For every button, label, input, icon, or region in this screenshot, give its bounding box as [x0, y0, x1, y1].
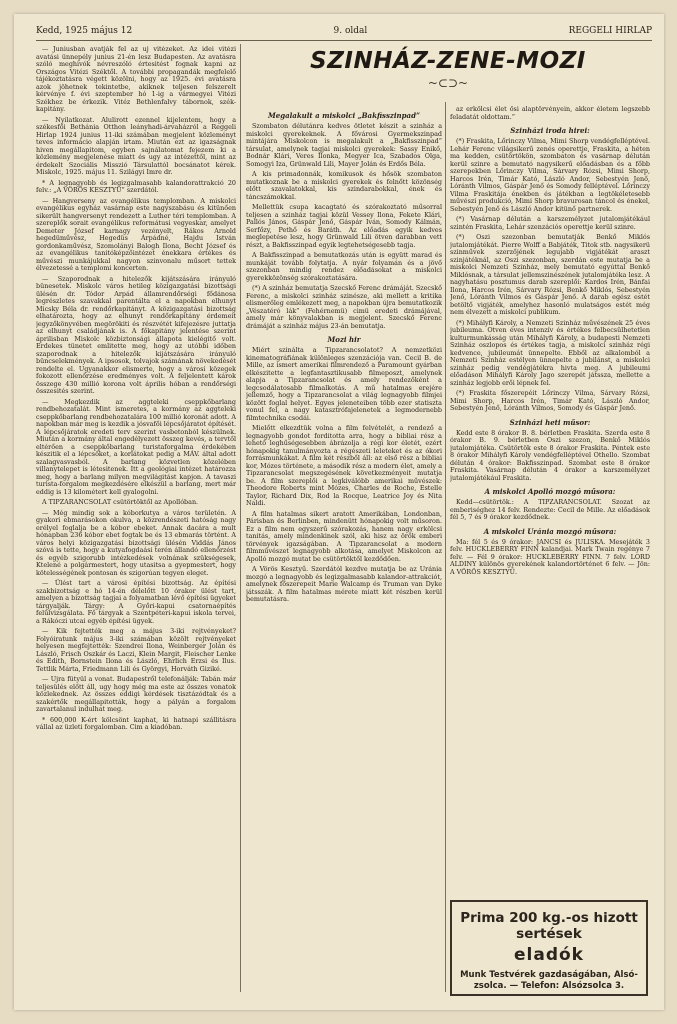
paper-name: REGGELI HIRLAP [568, 26, 652, 36]
column-3 [450, 106, 650, 892]
article-heading: Mozi hir [327, 335, 361, 344]
article-heading: Szinházi iroda hirei: [510, 126, 590, 135]
article-paragraph: (*) A szinház bemutatja Szecskő Ferenc drámáját. Szecskő Ferenc, a miskolci szinház szinésze, aki mellett a kritika elismerőleg emlékezett meg, a napokban újra bemutatkozik „Vészatéró lák” (Fehérnemü) cimü eredeti drámájával, amely már könyvalakban is megjelent. Szecskő Ferenc drámáját a szinház május 23-án bemutatja. [246, 284, 442, 330]
column-2 [246, 106, 442, 992]
article-paragraph: A film hatalmas sikert aratott Amerikában, Londonban, Párisban és Berlinben, mindenütt hónapokig volt műsoron. Ez a film nem egyszerű szórakozás, hanem nagy erkölcsi tanitás, amely mindenkinek szól, aki hisz az örök emberi törvények igazságában. A Tipzarancsolat a modern filmművészet legnagyobb alkotása, amelyet Miskolcon az Apolló mozgó mutat be csütörtöktől kezdődően. [246, 509, 442, 563]
article-heading: Megalakult a miskolci „Bakfisszinpad” [268, 111, 420, 120]
article-heading: Szinházi heti műsor: [509, 417, 591, 427]
newspaper-page [14, 14, 664, 1010]
article-paragraph: * 600,000 K-ért kölcsönt kaphat, ki hatnapi szállitásra vállal az üzleti forgalomban. Cim a kiadóban. [36, 715, 236, 731]
article-paragraph: * A legnagyobb és legizgalmasabb kalandorattrakció 20 felv.: „A VÖRÖS KESZTYŰ” szerdától. [36, 178, 236, 194]
article-paragraph: — Hangverseny az evangélikus templomban. A miskolci evangélikus egyház vasárnap este nagyszabásu és kitünően sikerült hangversenyt rendezett a Luther téri templomban. A szereplők sorait evangélikus reformátusi vegyeskar, amelyet Demeter József karnagy vezényelt, Rákos Arnold hegedüművész, Hegedüs Árpádné, Hajdu István gordonkaművész, Szomolányi Balogh Ilona, Becht József és az evangélikus tanitóképzőintézet énekkara értékes és művészi munkájukkal nagyon szinvonalu műsort tettek élvezetessé a templomi koncerten. [36, 196, 236, 272]
article-paragraph: — Juniusban avatják fel az uj vitézeket. Az idei vitézi avatási ünnepély junius 21-én lesz Budapesten. Az avatásra szóló meghivók névreszóló értesitést fognak kapni az Országos Vitézi Széktől. A további propagandák megfelelő tájékoztatásra végett közölni, hogy az 1925. évi avatásra azok jöhetnek tekintetbe, akiknek teljesen felszerelt kérvénye f. évi szeptember hó 1-ig a vármegyei Vitézi Székhez be érkezik. Vitéz Bethlenfalvy tábornok, szék-kapitány. [36, 46, 236, 113]
article-paragraph: (*) Mihályfi Károly, a Nemzeti Szinház művészének 25 éves jubileuma. Otven éves intenzív és értékes felbecsülhetetlen kulturmunkásság után Mihályfi Károly, a budapesti Nemzeti Szinház oszlopos és értékes tagja, a miskolci szinház régi kedvence, jubileumát ünnepelte. Ebből az alkalomból a Nemzeti Szinház estélyen ünnepelte a jubilánst, a miskolci szinház pedig vendégjátékra hivta meg. A jubileumi előadáson Mihályfi Károly Jago szerepét játssza, mellette a szinház legjobb erői lépnek fel. [450, 318, 650, 387]
issue-date: Kedd, 1925 május 12 [36, 26, 133, 36]
section-title: SZINHÁZ-ZENE-MOZI [310, 48, 586, 74]
article-paragraph: Kedd—csütörtök.: A TIPZARANCSOLAT. Szozat az emberiséghez 14 felv. Rendezte: Cecil de Mille. Az előadások fél 5, 7 és 9 órakor kezdődnek. [450, 498, 650, 521]
ad-emphasis: eladók [514, 945, 584, 965]
article-paragraph: A kis primadonnák, komikusok és hősök szombaton mutatkoznak be a miskolci gyerekek és felnőtt közönség előtt szavalatokkal, kis szindarabokkal, ének és táncszámokkal. [246, 170, 442, 201]
article-paragraph: — Ujra fütyül a vonat. Budapestről telefonálják: Tabán már teljesülés előtt áll, ugy hogy még ma este az összes vonatok közlekednek. Az összes eddigi kérdések tisztázódtak és a szakértők megállapitották, hogy a pályán a forgalom zavartalanul indulhat meg. [36, 675, 236, 713]
article-paragraph: az erkölcsi élet ősi alaptörvényein, akkor életem legszebb feladatát oldottam.” [450, 106, 650, 121]
running-header [36, 24, 652, 41]
article-paragraph: Miért szinálta a Tipzarancsolatot? A nemzetközi kinematográfiának különleges szenzációja van. Cecil B. de Mille, az ismert amerikai filmrendező a Paramount gyárban elkészitette a legfantasztikusabb filmeposzt, amelynek alapja a Tipzarancsolat és amely rendezőként a legcsodálatosabb filmalkotás. A mű hatalmas erejére jellemző, hogy a Tipzarancsolat a világ legnagyobb filmjei között foglal helyet. Egyes jeleneteiben több ezer statiszta vonul fel, a nagy katasztrófajelenetek a legmodernebb filmtechnika csodái. [246, 346, 442, 422]
article-paragraph: A TIPZARANCSOLAT csütörtöktől az Apollóban. [42, 498, 199, 506]
article-paragraph: Szombaton délutánra kedves ötletet készit a szinház a miskolci gyerekeknek. A fővárosi Gyermekszinpad mintájára Miskolcon is megalakult a „Bakfisszinpad” társulat, amelynek tagjai miskolci gyerekek: Sassy Enikő, Bodnár Klári, Veres Ilonka, Megyer Ica, Szabados Olga, Somogyi Iza, Grünwald Lili, Mayer Jolán és Erdős Béla. [246, 122, 442, 168]
article-paragraph: — Ülést tart a városi építési bizottság. Az építési szakbizottság e hó 14-én délelőtt 10 órakor ülést tart, amelyen a bizottság tagjai a folyamatban lévő építési ügyeket tárgyalják. Tárgy: A Győri-kapui csatornaépítés felülvizsgálata. Fő tárgyak a Szentpéteri-kapui iskola tervei, a Rákóczi utcai egyéb építési ügyek. [36, 579, 236, 625]
article-heading: A miskolci Uránia mozgó műsora: [483, 526, 617, 536]
article-paragraph: (*) Vasárnap délután a karszemélyzet jutalomjátékául szintén Fraskita, Lehár szenzációs operettje kerül szinre. [450, 215, 650, 231]
ornament-icon: ~⊂⊃~ [427, 76, 469, 90]
article-paragraph: A Vörös Kesztyű. Szerdától kezdve mutatja be az Uránia mozgó a legnagyobb és legizgalmasabb kalandor-attrakciót, amelynek főszerepeit Marie Walcamp és Truman van Dyke játsszák. A film hatalmas mérete miatt két részben kerül bemutatásra. [246, 565, 442, 603]
article-paragraph: (*) Oszi szezonban bemutatják Benkő Miklós jutalomjátékát. Pierre Wolff a Babjáték, Titok stb. nagysikerü szinművek szerzőjének legujabb vigjátékát araszt szinjátéknál, az Oszi szezonban, szerdán este mutatja be a miskolci Nemzeti Szinház, mely bemutató egyúttal Benkő Miklósnak, a társulat jellemszinészének jutalomjátéka lesz. A nagyhatásu posztumus darab szereplői: Kardos Irén, Bánfai Ilona, Harcos Irén, Sárvary Rózsi, Benkő Miklós, Sebestyén Jenő, Lóránth Vilmos és Gáspár Jenő. A darab egész estét betöltő vigjáték, amelyhez hasonló mulatságos estét még nem élvezett a miskolci publikum. [450, 233, 650, 316]
article-paragraph: Ma: fél 5 és 9 órakor: JANCSI és JULISKA. Mesejáték 3 felv. HUCKLEBERRY FINN kalandjai. Mark Twain regénye 7 felv. — Fél 9 órakor: HUCKLEBERRY FINN. 7 felv. LORD ALDINY különös gyerekének kalandortörténet 6 felv. — Jön: A VÖRÖS KESZTYŰ. [450, 537, 650, 576]
article-paragraph: A Bakfisszinpad a bemutatkozás után is együtt marad és munkáját tovább folytatja. A nyár folyamán és a jövő szezonban mindig rendez előadásokat a miskolci gyerekközönség szórakoztatására. [246, 251, 442, 282]
ad-contact: zsolca. — Telefon: Alsózsolca 3. [473, 981, 625, 991]
article-paragraph: Mellettük csupa kacagtató és szórakoztató műsorral teljesen a szinház tagjai közül Vessey Ilona, Fekete Klári, Pallós János, Gáspár Jenő, Gáspár Iván, Somody Kálmán, Serfőzy, Pethő és Baráth. Az előadás egyik kedves meglepetése lesz, hogy Grünwald Lili ötven darabban vett részt, a Bakfisszinpad egyik legtehetségesebb tagja. [246, 203, 442, 249]
section-masthead [246, 44, 650, 100]
advertisement-box [450, 900, 648, 996]
column-divider [445, 102, 446, 992]
ad-address: Munk Testvérek gazdaságában, Alsó- [460, 970, 638, 980]
article-paragraph: (*) Fraskita, Lőrinczy Vilma, Mimi Shorp vendégfelléptével. Lehár Ferenc világsikerű zenés operettje, Fraskita, a héten ma kedden, csütörtökön, szombaton és vasárnap délután kerül szinre a bemutató nagysikerű előadásban és a főbb szerepekben Lőrinczy Vilma, Sárvary Rózsi, Mimi Shorp, Harcos Irén, Timár Kató, László Andor, Sebestyén Jenő, Lóránth Vilmos, Gáspár Jenő és Somody felléptével. Lőrinczy Vilma Fraskitája énekben és játékban a legtökéletesebb művészi produkció, Mimi Shorp bravurosan táncol és énekel, Sebestyén Jenő és László Andor kitünő partnerek. [450, 137, 650, 213]
article-paragraph: (*) Fraskita főszerepéit Lőrinczy Vilma, Sárvary Rózsi, Mimi Shorp, Harcos Irén, Timár Kató, László Andor, Sebestyén Jenő, Lóránth Vilmos, Somody és Gáspár Jenő. [450, 389, 650, 412]
article-paragraph: — Még mindig sok a kóborkutya a város területén. A gyakori ebmarásokon okulva, a közrendészeti hatóság nagy erélyel foglalja be a kóbor ebeket. Annak dacára a mult hónapban 236 kóbor ebet fogtak be és 13 ebmarás történt. A város helyi közigazgatási bizottsági ülésén Viddás János szóvá is tette, hogy a kutyafogdaási terén állandó ellenőrzést és egyéb szigorubb intézkedések volnának szükségesek, Ktelené a polgármestert, hogy utasitsa a gyepmestert, hogy kötelességének pontosan és szigorúan tegyen eleget. [36, 508, 236, 577]
article-paragraph: — Szaporodnak a hitelezők kijátszására irányuló bünesetek. Miskolc város hetileg közigazgatási bizottsági ülésén dr. Tódor Arpád államrendőrségi fődánosa legrészletes szavakkal parentálta el a napokban elhunyt Micsky Béla dr. rendőrkapitányt. A közigazgatási bizottság elhatározta, hogy az elhunyt rendőrkapitány érdemeit jegyzőkönyvében megörökiti és részvétét kifejezésre juttatja az elhunyt családjának is. A főkapitány jelentése szerint áprilisban Miskolc közbiztonsági állapota kielégitő volt. Erdekes tünetet emlitette meg, hogy az utóbbi időben szaporodnak a hitelezők kijátszására irányuló büncselekmények. A ipsosok, tolvajok számának növekedését rendelte el. Ugyanakkor elismerte, hogy a városi közegek fokozott ellenőrzése eredményes volt. A feljelentett károk összege 430 millió korona volt április hóban a rendőrségi összesités szerint. [36, 274, 236, 395]
article-paragraph: — Megkezdik az aggteleki cseppkőbarlang rendbehozatalát. Mint ismeretes, a kormány az aggteleki cseppkőbarlang rendbehozatalára 100 millió koronát adott. A napokban már meg is kezdik a jósvafői lépcsőjáratot építését. A lépcsőjáratok eredeti terv szerint vasbetonból készülnek. Miután a kormány által engedélyezett összeg kevés, a tervtől eltérően a cseppkőbarlang turistaforgalma érdekében készitik el a lépcsőket, a korlátokat pedig a MÁV. által adott szalagvasvasból. A barlang közvetlen közelében villanytelepet is létesitenek. Itt a geológiai intézet határozza meg, hogy a barlang milyen megvilágitást kapjon. A tavaszi turista-forgalom megkezdésére elkészül a barlang, mert már eddig is 13 kilométert kell gyalogolni. [36, 397, 236, 496]
article-paragraph: Mielőtt elkezdtük volna a film felvételét, a rendező a legnagyobb gondot forditotta arra, hogy a bibliai rész a lehető leghűségesebben ábrázolja a régi kor életét, ezért hónapokig tanulmányozta a régészeti leleteket és az ókori forrásmunkákat. A film két részből áll: az első rész a bibliai kor, Mózes története, a második rész a modern élet, amely a Tipzarancsolat megszegésének következményeit mutatja be. A film szereplői a legkiválóbb amerikai művészek: Theodore Roberts mint Mózes, Charles de Roche, Estelle Taylor, Richard Dix, Rod la Rocque, Leatrice Joy és Nita Naldi. [246, 424, 442, 507]
column-1 [36, 46, 236, 992]
page-number: 9. oldal [333, 26, 368, 36]
article-heading: A miskolci Apolló mozgó műsora: [484, 487, 616, 496]
article-paragraph: — Kik fejtették meg a május 3-iki rejtvényeket? Folyóiratunk május 3-iki számában közölt rejtvényeket helyesen megfejtették: Szendrei Ilona, Weinberger Jolán és László, Frisch Oszkár és Laczi, Klein Margit, Fleischer Lenke és Edith, Bornstein Ilona és László, Ehrlich Erzsi és Ilus. Tettlik Márta, Friedmann Lili és Györgyi, Horváth Giziké. [36, 627, 236, 673]
ad-headline: Prima 200 kg.-os hizott sertések [460, 910, 638, 942]
article-paragraph: Kedd este 8 órakor B. 8. bérletben Fraskita. Szerda este 8 órakor B. 9. bérletben Oszi szezon, Benkő Miklós jutalomjátéka. Csütörtök este 8 órakor Fraskita. Péntek este 8 órakor Mihályfi Károly vendégfelléptével Othello. Szombat délután 4 órakor: Bakfisszinpad. Szombat este 8 órakor Fraskita. Vasárnap délután 4 órakor a karszemélyzet jutalomjátékául Fraskita. [450, 428, 650, 482]
column-divider [240, 44, 241, 992]
article-paragraph: — Nyilatkozat. Alulirott ezennel kijelentem, hogy a székesfői Bethánia Otthon leányhadi-árvaházról a Reggeli Hirlap 1924 junius 11-iki számában megjelent közleményt teves informácio alapján irtam. Miután ezt az igazságnak hiven megállapitom, egyben sajnálatomat fejezem ki a közlemény megjelenése miatt és ugy az intézettől, mint az érdekelt Szociális Misszió Társulattól bocsánatot kérek. Miskolc, 1925. május 11. Szilágyi Imre dr. [36, 115, 236, 176]
